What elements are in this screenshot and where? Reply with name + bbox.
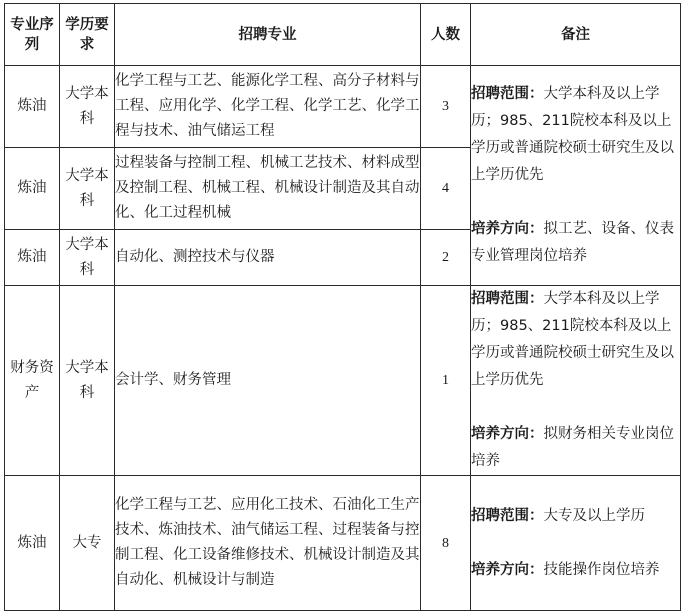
note-direction-label: 培养方向：	[471, 561, 544, 578]
notes-cell	[471, 286, 681, 476]
table-row	[5, 476, 681, 611]
note-spacer	[471, 394, 680, 421]
header-count: 人数	[421, 4, 471, 66]
note-scope-text: 大学本科及以上学历；985、211院校本科及以上学历或普通院校硕士研究生及以上学历优先	[471, 291, 674, 388]
notes-cell	[471, 66, 681, 286]
row-category: 财务资产	[5, 286, 60, 476]
row-education: 大学本科	[60, 230, 115, 286]
header-category: 专业序列	[5, 4, 60, 66]
notes-cell	[471, 476, 681, 611]
row-count: 2	[421, 230, 471, 286]
note-direction-label: 培养方向：	[471, 221, 544, 237]
row-category: 炼油	[5, 230, 60, 286]
note-spacer	[471, 530, 680, 557]
row-major: 过程装备与控制工程、机械工艺技术、材料成型及控制工程、机械工程、机械设计制造及其自动化、化工过程机械	[115, 148, 421, 230]
note-spacer	[471, 189, 680, 216]
note-direction-text: 拟工艺、设备、仪表专业管理岗位培养	[471, 221, 674, 264]
table-row	[5, 286, 681, 476]
row-category: 炼油	[5, 66, 60, 148]
row-count: 8	[421, 476, 471, 611]
row-major: 化学工程与工艺、能源化学工程、高分子材料与工程、应用化学、化学工程、化学工艺、化学工程与技术、油气储运工程	[115, 66, 421, 148]
header-notes: 备注	[471, 4, 681, 66]
table-row	[5, 66, 681, 148]
recruitment-table	[4, 3, 681, 611]
row-category: 炼油	[5, 476, 60, 611]
note-direction	[471, 216, 680, 270]
note-scope-label: 招聘范围：	[471, 507, 544, 524]
row-count: 4	[421, 148, 471, 230]
note-direction-text: 技能操作岗位培养	[543, 561, 660, 578]
note-scope	[471, 286, 680, 394]
note-scope-text: 大专及以上学历	[543, 507, 645, 524]
header-major: 招聘专业	[115, 4, 421, 66]
note-scope	[471, 81, 680, 189]
row-education: 大学本科	[60, 66, 115, 148]
note-direction-text: 拟财务相关专业岗位培养	[471, 426, 674, 469]
note-scope	[471, 503, 680, 530]
note-direction	[471, 421, 680, 475]
note-direction-label: 培养方向：	[471, 426, 544, 442]
row-major: 化学工程与工艺、应用化工技术、石油化工生产技术、炼油技术、油气储运工程、过程装备与控制工程、化工设备维修技术、机械设计制造及其自动化、机械设计与制造	[115, 476, 421, 611]
row-count: 1	[421, 286, 471, 476]
note-scope-text: 大学本科及以上学历；985、211院校本科及以上学历或普通院校硕士研究生及以上学历优先	[471, 86, 674, 183]
header-education: 学历要求	[60, 4, 115, 66]
row-count: 3	[421, 66, 471, 148]
row-major: 自动化、测控技术与仪器	[115, 230, 421, 286]
note-direction	[471, 557, 680, 584]
header-row	[5, 4, 681, 66]
row-education: 大专	[60, 476, 115, 611]
row-major: 会计学、财务管理	[115, 286, 421, 476]
row-education: 大学本科	[60, 148, 115, 230]
row-education: 大学本科	[60, 286, 115, 476]
note-scope-label: 招聘范围：	[471, 86, 544, 102]
row-category: 炼油	[5, 148, 60, 230]
note-scope-label: 招聘范围：	[471, 291, 544, 307]
